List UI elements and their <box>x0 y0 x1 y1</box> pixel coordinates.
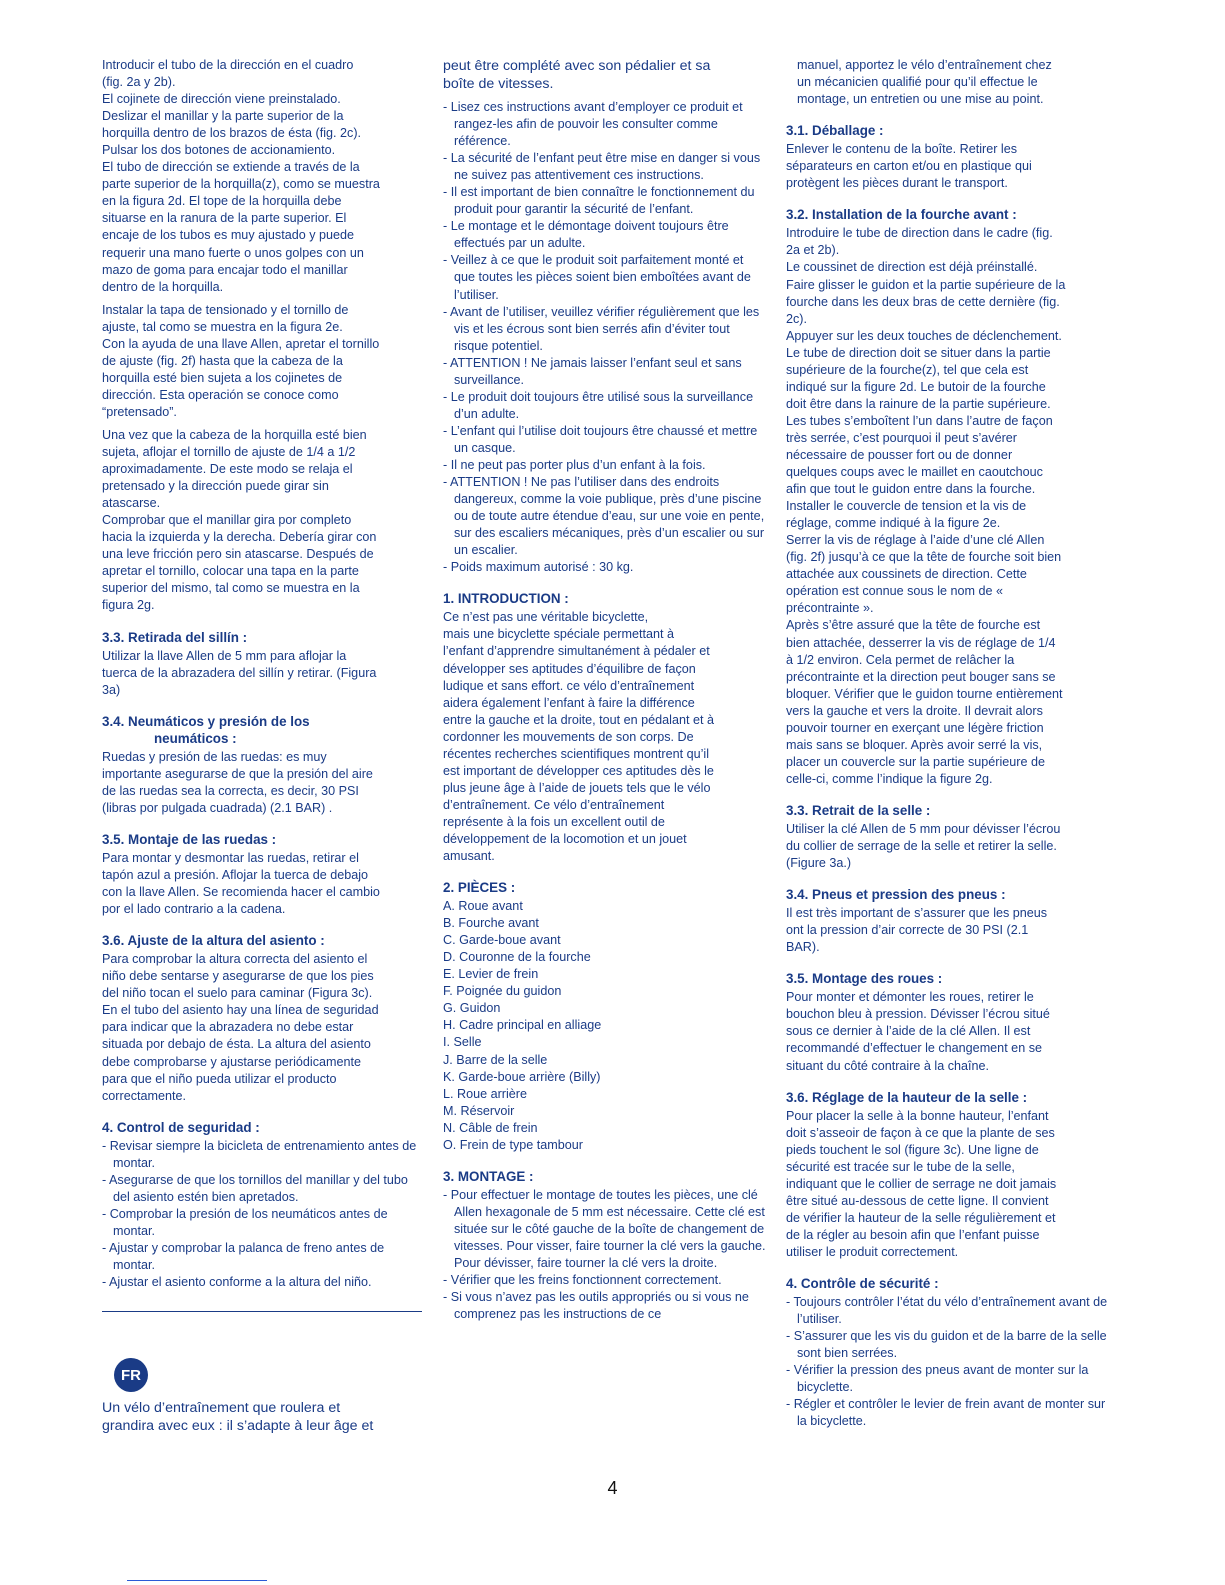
part-item: F. Poignée du guidon <box>443 984 562 999</box>
text-line: est important de développer ces aptitudes dès le <box>443 763 714 778</box>
part-item: I. Selle <box>443 1035 482 1050</box>
text-line: utiliser le produit correctement. <box>786 1245 959 1259</box>
fr-paragraph-wheels <box>786 989 1108 1074</box>
part-item: C. Garde-boue avant <box>443 933 561 948</box>
es-heading-tyres-line2: neumáticos : <box>154 730 237 746</box>
text-line: El tubo de dirección se extiende a través de la <box>102 160 360 175</box>
text-line: Pulsar los dos botones de accionamiento. <box>102 143 336 158</box>
part-item: D. Couronne de la fourche <box>443 950 591 965</box>
text-line: hacia la izquierda y la derecha. Debería girar con <box>102 530 377 545</box>
es-paragraph-seat-height <box>102 951 424 1104</box>
bullet-item: - Il ne peut pas porter plus d’un enfant à la fois. <box>443 457 706 472</box>
bullet-item: - Vérifier que les freins fonctionnent correctement. <box>443 1273 722 1288</box>
text-line: supérieure de la fourche(z), tel que cela est <box>786 362 1029 377</box>
text-line: dentro de la horquilla. <box>102 279 224 294</box>
text-line: mazo de goma para encajar todo el manillar <box>102 262 348 277</box>
text-line: de la régler au besoin afin que l’enfant puisse <box>786 1227 1040 1242</box>
bullet-item: - Il est important de bien connaître le fonctionnement du produit pour garantir la sécurité de l’enfant. <box>443 185 755 217</box>
text-line: 2a et 2b). <box>786 243 840 258</box>
text-line: vers la gauche et vers la droite. Il devrait alors <box>786 703 1043 718</box>
fr-paragraph-unpacking <box>786 141 1108 192</box>
text-line: tapón azul a presión. Aflojar la tuerca de debajo <box>102 868 369 883</box>
text-line: nécessaire de pousser fort ou de donner <box>786 447 1013 462</box>
text-line: una leve fricción pero sin atascarse. Después de <box>102 547 374 562</box>
text-line: correctamente. <box>102 1088 186 1103</box>
bullet-item: - ATTENTION ! Ne pas l’utiliser dans des endroits dangereux, comme la voie publique, près d’une piscine ou de toute autre étendue d’eau, sur une voie en pente, sur des escaliers mécaniques, près d’un escalier ou sur un escalier. <box>443 475 765 558</box>
text-line: bloquer. Vérifier que le guidon tourne entièrement <box>786 686 1063 701</box>
bullet-item: - Lisez ces instructions avant d’employer ce produit et rangez-les afin de pouvoir les consulter comme référence. <box>443 100 743 149</box>
fr-warnings-list <box>443 99 767 576</box>
text-line: BAR). <box>786 940 820 955</box>
text-line: plus jeune âge à l’aide de jouets tels que le vélo <box>443 780 711 795</box>
column-spanish <box>102 57 424 1297</box>
text-line: développer ses aptitudes d’équilibre de façon <box>443 661 696 676</box>
text-line: Para montar y desmontar las ruedas, retirar el <box>102 851 359 866</box>
fr-assembly-list <box>443 1187 767 1323</box>
text-line: Serrer la vis de réglage à l’aide d’une clé Allen <box>786 533 1045 548</box>
text-line: Para comprobar la altura correcta del asiento el <box>102 952 368 967</box>
text-line: ludique et sans effort. ce vélo d’entraînement <box>443 678 695 693</box>
es-heading-safety: 4. Control de seguridad : <box>102 1119 260 1135</box>
text-line: recommandé d’effectuer le changement en se <box>786 1041 1042 1056</box>
text-line: de ajuste (fig. 2f) hasta que la cabeza de la <box>102 353 343 368</box>
text-line: del niño tocan el suelo para caminar (Figura 3c). <box>102 986 373 1001</box>
text-line: requerir una mano fuerte o unos golpes con un <box>102 245 364 260</box>
text-line: con la llave Allen. Se recomienda hacer el cambio <box>102 885 380 900</box>
text-line: quelques coups avec le maillet en caoutchouc <box>786 465 1043 480</box>
text-line: superior del mismo, tal como se muestra en la <box>102 581 360 596</box>
text-line: Introducir el tubo de la dirección en el cuadro <box>102 58 354 72</box>
text-line: pretensado y la dirección puede girar sin <box>102 479 329 494</box>
es-heading-seat-height: 3.6. Ajuste de la altura del asiento : <box>102 933 325 949</box>
bullet-item: - Comprobar la presión de los neumáticos antes de montar. <box>102 1206 388 1238</box>
text-line: du collier de serrage de la selle et retirer la selle. <box>786 839 1057 854</box>
text-line: séparateurs en carton et/ou en plastique qui <box>786 159 1032 174</box>
fr-heading-wheels: 3.5. Montage des roues : <box>786 971 943 987</box>
text-line: pouvoir tourner en exerçant une légère friction <box>786 720 1044 735</box>
part-item: G. Guidon <box>443 1001 501 1016</box>
text-line: Una vez que la cabeza de la horquilla esté bien <box>102 427 367 442</box>
text-line: être situé au-dessous de cette ligne. Il convient <box>786 1193 1049 1208</box>
fr-parts-list <box>443 898 767 1154</box>
text-line: doit s’asseoir de façon à ce que la plante de ses <box>786 1125 1055 1140</box>
fr-heading-parts: 2. PIÈCES : <box>443 880 516 896</box>
part-item: B. Fourche avant <box>443 916 539 931</box>
text-line: atascarse. <box>102 496 161 511</box>
fr-intro-continuation <box>443 57 767 93</box>
text-line: 3a) <box>102 682 121 697</box>
bullet-item: - Vérifier la pression des pneus avant de monter sur la bicyclette. <box>786 1363 1089 1395</box>
bullet-item: - Revisar siempre la bicicleta de entrenamiento antes de montar. <box>102 1138 417 1170</box>
bullet-item: - ATTENTION ! Ne jamais laisser l’enfant seul et sans surveillance. <box>443 355 742 387</box>
bullet-item: - Régler et contrôler le levier de frein avant de monter sur la bicyclette. <box>786 1397 1106 1429</box>
text-line: aproximadamente. De este modo se relaja el <box>102 462 353 477</box>
part-item: O. Frein de type tambour <box>443 1137 583 1152</box>
text-line: de vérifier la hauteur de la selle régulièrement et <box>786 1210 1056 1225</box>
text-line: debe comprobarse y ajustarse periódicamente <box>102 1054 362 1069</box>
es-paragraph-seat-removal <box>102 648 424 699</box>
text-line: Installer le couvercle de tension et la vis de <box>786 499 1027 514</box>
fr-language-badge: FR <box>114 1358 148 1392</box>
text-line: Les tubes s’emboîtent l’un dans l’autre de façon <box>786 413 1053 428</box>
bullet-item: - Toujours contrôler l’état du vélo d’entraînement avant de l’utiliser. <box>786 1295 1108 1327</box>
part-item: L. Roue arrière <box>443 1086 527 1101</box>
text-line: Ruedas y presión de las ruedas: es muy <box>102 749 327 764</box>
text-line: placer un couvercle sur la partie supérieure de <box>786 754 1046 769</box>
es-heading-wheels: 3.5. Montaje de las ruedas : <box>102 831 277 847</box>
text-line: Après s’être assuré que la tête de fourche est <box>786 618 1041 633</box>
text-line: d’entraînement. Ce vélo d’entraînement <box>443 797 665 812</box>
text-line: fourche dans les deux bras de cette dernière (fig. <box>786 294 1060 309</box>
text-line: ajuste, tal como se muestra en la figura 2e. <box>102 319 343 334</box>
fr-heading-unpacking: 3.1. Déballage : <box>786 123 884 139</box>
fr-safety-list <box>786 1294 1108 1430</box>
text-line: bien attachée, desserrer la vis de réglage de 1/4 <box>786 635 1056 650</box>
fr-heading-seat-height: 3.6. Réglage de la hauteur de la selle : <box>786 1089 1028 1105</box>
text-line: mais une bicyclette spéciale permettant à <box>443 627 675 642</box>
bullet-item: - Le montage et le démontage doivent toujours être effectués par un adulte. <box>443 219 729 251</box>
text-line: l’enfant d’apprendre simultanément à pédaler et <box>443 644 710 659</box>
text-line: cordonner les mouvements de son corps. De <box>443 729 694 744</box>
fr-heading-fork: 3.2. Installation de la fourche avant : <box>786 207 1017 223</box>
text-line: grandira avec eux : il s’adapte à leur âge et <box>102 1418 374 1434</box>
text-line: afin que tout le guidon entre dans la fourche. <box>786 482 1036 497</box>
text-line: (fig. 2a y 2b). <box>102 75 176 90</box>
text-line: Le tube de direction doit se situer dans la partie <box>786 345 1051 360</box>
text-line: celle-ci, comme l’indique la figure 2g. <box>786 771 993 786</box>
bullet-item: - La sécurité de l’enfant peut être mise en danger si vous ne suivez pas attentivement ces instructions. <box>443 151 761 183</box>
text-line: En el tubo del asiento hay una línea de seguridad <box>102 1003 379 1018</box>
text-line: Pour monter et démonter les roues, retirer le <box>786 990 1034 1005</box>
text-line: situant du côté contraire à la chaîne. <box>786 1058 990 1073</box>
text-line: sous ce dernier à l’aide de la clé Allen. Il est <box>786 1024 1031 1039</box>
text-line: indiqué sur la figure 2d. Le butoir de la fourche <box>786 379 1046 394</box>
text-line: apretar el tornillo, colocar una tapa en la parte <box>102 564 359 579</box>
text-line: parte superior de la horquilla(z), como se muestra <box>102 177 380 192</box>
es-safety-list <box>102 1138 424 1291</box>
part-item: A. Roue avant <box>443 899 523 914</box>
text-line: Comprobar que el manillar gira por completo <box>102 513 352 528</box>
text-line: (libras por pulgada cuadrada) (2.1 BAR) . <box>102 800 333 815</box>
text-line: montage, un entretien ou une mise au point. <box>797 92 1044 107</box>
fr-paragraph-seat-height <box>786 1108 1108 1261</box>
bullet-item: - Pour effectuer le montage de toutes les pièces, une clé Allen hexagonale de 5 mm est nécessaire. Cette clé est située sur le côté gauche de la boîte de changement de vitesses. Pour visser, faire tourner la clé vers la gauche. Pour dévisser, faire tourner la clé vers la droite. <box>443 1187 766 1271</box>
text-line: dirección. Esta operación se conoce como <box>102 387 339 402</box>
text-line: (Figure 3a.) <box>786 856 852 871</box>
text-line: figura 2g. <box>102 598 155 613</box>
text-line: El cojinete de dirección viene preinstalado. <box>102 92 341 107</box>
part-item: E. Levier de frein <box>443 967 539 982</box>
part-item: M. Réservoir <box>443 1103 515 1118</box>
text-line: horquilla esté bien sujeta a los cojinetes de <box>102 370 343 385</box>
es-paragraph-fork-install <box>102 57 424 296</box>
fr-paragraph-fork <box>786 225 1108 788</box>
fr-heading-tyres: 3.4. Pneus et pression des pneus : <box>786 887 1006 903</box>
text-line: Pour placer la selle à la bonne hauteur, l’enfant <box>786 1108 1049 1123</box>
es-heading-seat-removal: 3.3. Retirada del sillín : <box>102 629 248 645</box>
text-line: (fig. 2f) jusqu’à ce que la tête de fourche soit bien <box>786 550 1062 565</box>
text-line: niño debe sentarse y asegurarse de que los pies <box>102 969 374 984</box>
text-line: Ce n’est pas une véritable bicyclette, <box>443 610 649 625</box>
part-item: H. Cadre principal en alliage <box>443 1018 602 1033</box>
text-line: boîte de vitesses. <box>443 76 554 92</box>
text-line: précontrainte ». <box>786 601 874 616</box>
text-line: bouchon bleu à pression. Dévisser l’écrou situé <box>786 1007 1050 1022</box>
text-line: manuel, apportez le vélo d’entraînement chez <box>797 58 1052 72</box>
bullet-item: - Poids maximum autorisé : 30 kg. <box>443 560 634 575</box>
bullet-item: - Veillez à ce que le produit soit parfaitement monté et que toutes les pièces soient bien emboîtées avant de l’utiliser. <box>443 253 751 302</box>
text-line: Utiliser la clé Allen de 5 mm pour dévisser l’écrou <box>786 821 1061 836</box>
text-line: entre la gauche et la droite, tout en pédalant et à <box>443 712 714 727</box>
column-french-right <box>786 57 1108 1436</box>
text-line: Il est très important de s’assurer que les pneus <box>786 906 1048 921</box>
text-line: sujeta, aflojar el tornillo de ajuste de 1/4 a 1/2 <box>102 445 356 460</box>
text-line: “pretensado”. <box>102 404 177 419</box>
text-line: en la figura 2d. El tope de la horquilla debe <box>102 194 342 209</box>
text-line: développement de la locomotion et un jouet <box>443 831 687 846</box>
text-line: horquilla dentro de los brazos de ésta (fig. 2c). <box>102 126 362 141</box>
bullet-item: - Ajustar y comprobar la palanca de freno antes de montar. <box>102 1241 385 1273</box>
fr-heading-introduction: 1. INTRODUCTION : <box>443 591 569 607</box>
es-heading-tyres-line1: 3.4. Neumáticos y presión de los <box>102 713 310 729</box>
text-line: de las ruedas sea la correcta, es decir, 30 PSI <box>102 783 359 798</box>
fr-assembly-continuation <box>786 57 1108 108</box>
bullet-item: - Si vous n’avez pas les outils appropriés ou si vous ne comprenez pas les instructions de ce <box>443 1290 749 1322</box>
text-line: Con la ayuda de una llave Allen, apretar el tornillo <box>102 336 380 351</box>
text-line: précontrainte et la direction peut bouger sans se <box>786 669 1056 684</box>
es-paragraph-pretension <box>102 302 424 421</box>
es-paragraph-tyres <box>102 749 424 817</box>
text-line: 2c). <box>786 311 807 326</box>
text-line: Deslizar el manillar y la parte superior de la <box>102 109 344 124</box>
text-line: aidera également l’enfant à faire la différence <box>443 695 695 710</box>
page-number: 4 <box>607 1478 618 1498</box>
text-line: Introduire le tube de direction dans le cadre (fig. <box>786 226 1053 241</box>
part-item: J. Barre de la selle <box>443 1052 548 1067</box>
text-line: réglage, comme indiqué à la figure 2e. <box>786 516 1001 531</box>
text-line: pieds touchent le sol (figure 3c). Une ligne de <box>786 1142 1039 1157</box>
es-paragraph-adjust <box>102 427 424 615</box>
text-line: ont la pression d’air correcte de 30 PSI (2.1 <box>786 923 1029 938</box>
text-line: Appuyer sur les deux touches de déclenchement. <box>786 328 1062 343</box>
text-line: attachée aux coussinets de direction. Cette <box>786 567 1027 582</box>
text-line: doit être dans la rainure de la partie supérieure. <box>786 396 1051 411</box>
fr-paragraph-tyres <box>786 905 1108 956</box>
text-line: un mécanicien qualifié pour qu’il effectue le <box>797 75 1038 90</box>
fr-heading-safety: 4. Contrôle de sécurité : <box>786 1276 939 1292</box>
text-line: peut être complété avec son pédalier et sa <box>443 58 711 74</box>
text-line: représente à la fois un excellent outil de <box>443 814 665 829</box>
fr-paragraph-introduction <box>443 609 767 865</box>
text-line: Faire glisser le guidon et la partie supérieure de la <box>786 277 1066 292</box>
text-line: para que el niño pueda utilizar el producto <box>102 1071 337 1086</box>
text-line: para indicar que la abrazadera no debe estar <box>102 1020 354 1035</box>
bullet-item: - Asegurarse de que los tornillos del manillar y del tubo del asiento estén bien apretados. <box>102 1172 408 1204</box>
bullet-item: - L’enfant qui l’utilise doit toujours être chaussé et mettre un casque. <box>443 423 758 455</box>
text-line: indiquant que le collier de serrage ne doit jamais <box>786 1176 1057 1191</box>
text-line: récentes recherches scientifiques montrent qu’il <box>443 746 709 761</box>
bullet-item: - S’assurer que les vis du guidon et de la barre de la selle sont bien serrées. <box>786 1329 1107 1361</box>
text-line: sécurité est tracée sur le tube de la selle, <box>786 1159 1015 1174</box>
text-line: à 1/2 environ. Cela permet de relâcher la <box>786 652 1015 667</box>
text-line: Instalar la tapa de tensionado y el tornillo de <box>102 302 349 317</box>
column-french-middle <box>443 57 767 1329</box>
text-line: protègent les pièces durant le transport. <box>786 176 1008 191</box>
text-line: encaje de los tubos es muy ajustado y puede <box>102 228 355 243</box>
text-line: Enlever le contenu de la boîte. Retirer les <box>786 142 1018 157</box>
text-line: tuerca de la abrazadera del sillín y retirar. (Figura <box>102 665 377 680</box>
part-item: K. Garde-boue arrière (Billy) <box>443 1069 601 1084</box>
fr-heading-seat-removal: 3.3. Retrait de la selle : <box>786 802 931 818</box>
text-line: opération est connue sous le nom de « <box>786 584 1004 599</box>
text-line: situarse en la ranura de la parte superior. El <box>102 211 347 226</box>
bullet-item: - Ajustar el asiento conforme a la altura del niño. <box>102 1275 372 1290</box>
fr-paragraph-seat-removal <box>786 821 1108 872</box>
text-line: mais sans se bloquer. Après avoir serré la vis, <box>786 737 1043 752</box>
part-item: N. Câble de frein <box>443 1120 538 1135</box>
bullet-item: - Avant de l’utiliser, veuillez vérifier régulièrement que les vis et les écrous sont bien serrés afin d’éviter tout risque potentiel. <box>443 304 760 353</box>
es-paragraph-wheels <box>102 850 424 918</box>
bullet-item: - Le produit doit toujours être utilisé sous la surveillance d’un adulte. <box>443 389 754 421</box>
text-line: très serrée, c’est pourquoi il peut s’avérer <box>786 430 1017 445</box>
text-line: situada por debajo de ésta. La altura del asiento <box>102 1037 371 1052</box>
section-divider <box>102 1311 422 1312</box>
text-line: Le coussinet de direction est déjà préinstallé. <box>786 260 1038 275</box>
fr-heading-assembly: 3. MONTAGE : <box>443 1168 534 1184</box>
text-line: amusant. <box>443 849 495 864</box>
text-line: Un vélo d’entraînement que roulera et <box>102 1400 341 1416</box>
fr-intro-text <box>102 1399 424 1435</box>
text-line: Utilizar la llave Allen de 5 mm para aflojar la <box>102 648 347 663</box>
text-line: por el lado contrario a la cadena. <box>102 902 286 917</box>
footer-underline <box>127 1580 267 1581</box>
es-heading-tyres <box>102 713 424 747</box>
text-line: importante asegurarse de que la presión del aire <box>102 766 373 781</box>
